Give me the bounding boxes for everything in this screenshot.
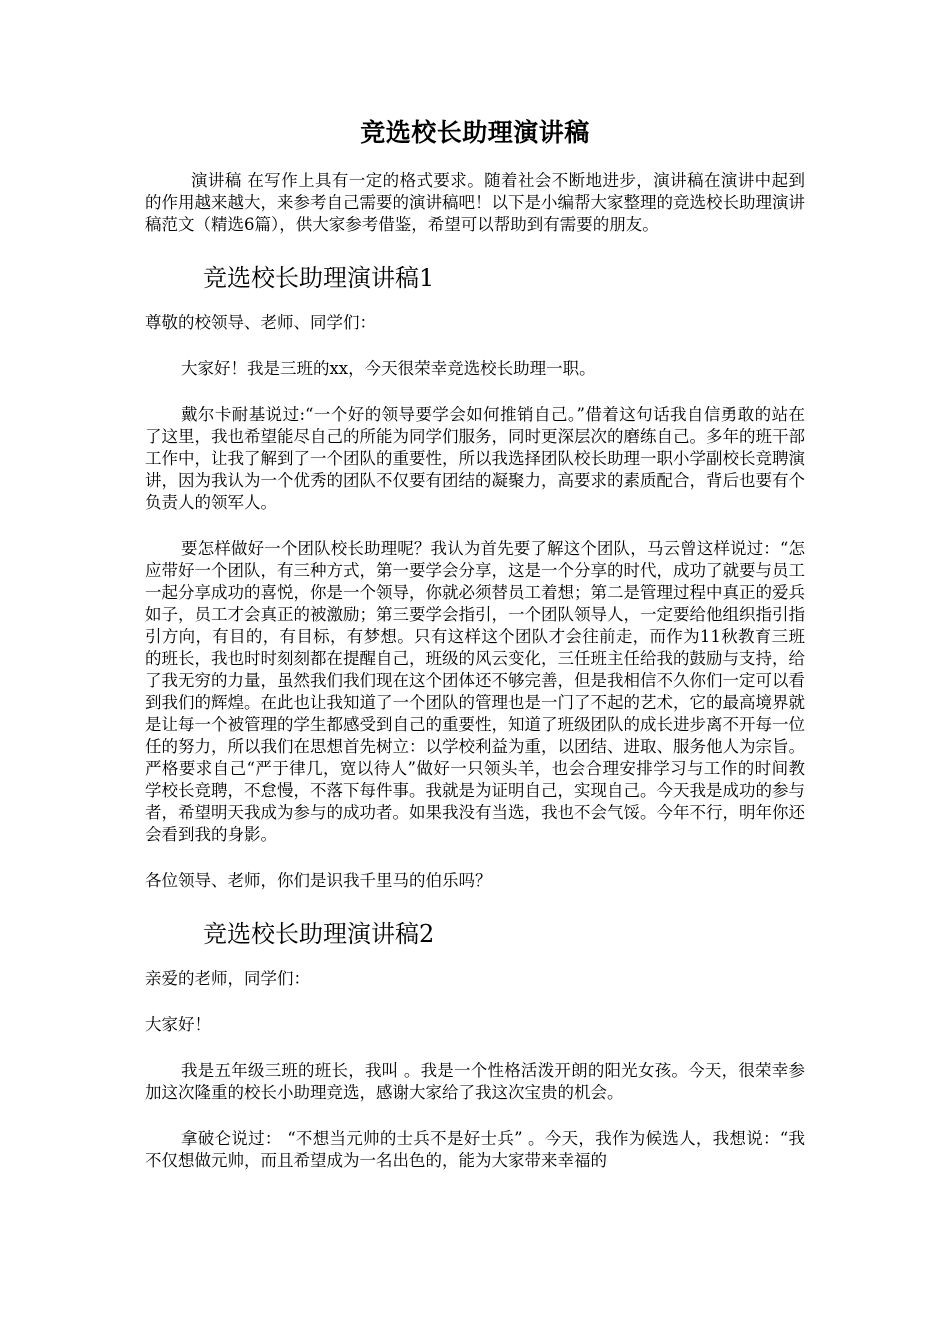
speech-section-1 (145, 260, 805, 892)
document-page (145, 112, 805, 1172)
body-paragraph: 拿破仑说过： “不想当元帅的士兵不是好士兵” 。今天，我作为候选人，我想说：“我不仅想做元帅，而且希望成为一名出色的，能为大家带来幸福的 (145, 1129, 805, 1170)
greeting: 大家好！ (145, 1015, 211, 1034)
section-heading: 竞选校长助理演讲稿1 (203, 264, 435, 292)
document-title: 竞选校长助理演讲稿 (360, 118, 590, 147)
intro-paragraph: 演讲稿 在写作上具有一定的格式要求。随着社会不断地进步，演讲稿在演讲中起到的作用越来越大，来参考自己需要的演讲稿吧！以下是小编帮大家整理的竞选校长助理演讲稿范文（精选6篇），供大家参考借鉴，希望可以帮助到有需要的朋友。 (145, 171, 805, 234)
section-heading: 竞选校长助理演讲稿2 (203, 920, 435, 948)
body-paragraph: 大家好！我是三班的xx，今天很荣幸竞选校长助理一职。 (181, 359, 596, 378)
salutation: 尊敬的校领导、老师、同学们： (145, 313, 376, 332)
body-paragraph: 我是五年级三班的班长，我叫 。我是一个性格活泼开朗的阳光女孩。今天，很荣幸参加这次隆重的校长小助理竞选，感谢大家给了我这次宝贵的机会。 (145, 1061, 805, 1102)
closing-line: 各位领导、老师，你们是识我千里马的伯乐吗？ (145, 871, 492, 890)
body-paragraph: 戴尔卡耐基说过:“一个好的领导要学会如何推销自己。”借着这句话我自信勇敢的站在了这里，我也希望能尽自己的所能为同学们服务，同时更深层次的磨练自己。多年的班干部工作中，让我了解到了一个团队的重要性，所以我选择团队校长助理一职小学副校长竞聘演讲，因为我认为一个优秀的团队不仅要有团结的凝聚力，高要求的素质配合，背后也要有个负责人的领军人。 (145, 405, 805, 512)
speech-section-2 (145, 916, 805, 1172)
salutation: 亲爱的老师，同学们： (145, 969, 310, 988)
body-paragraph: 要怎样做好一个团队校长助理呢？我认为首先要了解这个团队，马云曾这样说过：“怎应带好一个团队，有三种方式，第一要学会分享，这是一个分享的时代，成功了就要与员工一起分享成功的喜悦，你是一个领导，你就必须替员工着想；第二是管理过程中真正的爱兵如子，员工才会真正的被激励；第三要学会指引，一个团队领导人，一定要给他组织指引指引方向，有目的，有目标，有梦想。只有这样这个团队才会往前走，而作为11秋教育三班的班长，我也时时刻刻都在提醒自己，班级的风云变化，三任班主任给我的鼓励与支持，给了我无穷的力量，虽然我们我们现在这个团体还不够完善，但是我相信不久你们一定可以看到我们的辉煌。在此也让我知道了一个团队的管理也是一门了不起的艺术，它的最高境界就是让每一个被管理的学生都感受到自己的重要性，知道了班级团队的成长进步离不开每一位任的努力，所以我们在思想首先树立：以学校利益为重，以团结、进取、服务他人为宗旨。严格要求自己“严于律几，宽以待人”做好一只领头羊，也会合理安排学习与工作的时间教学校长竞聘，不怠慢，不落下每件事。我就是为证明自己，实现自己。今天我是成功的参与者，希望明天我成为参与的成功者。如果我没有当选，我也不会气馁。今年不行，明年你还会看到我的身影。 (145, 539, 805, 844)
